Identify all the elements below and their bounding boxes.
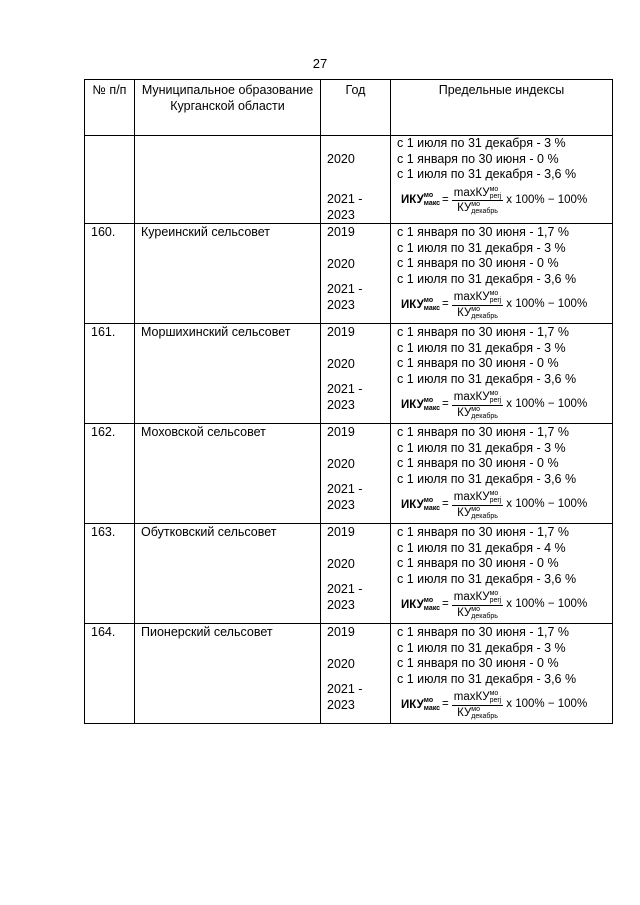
cell-name [135, 524, 321, 624]
formula-lhs-base: ИКУ [401, 398, 424, 411]
formula-den-sup: мо [471, 305, 480, 313]
index-line: с 1 июля по 31 декабря - 3 % [397, 640, 566, 655]
formula-lhs-sub: макс [423, 504, 441, 512]
year-range-start: 2021 - [327, 192, 363, 206]
formula-num-base: maxКУ [453, 591, 490, 604]
year-2019: 2019 [327, 525, 355, 539]
cell-year [321, 136, 391, 224]
formula-den-base: КУ [457, 202, 472, 215]
table-row-continuation [85, 136, 613, 224]
formula-lhs-sup: мо [423, 596, 434, 604]
formula-den-sub: декабрь [471, 712, 498, 720]
cell-year [321, 624, 391, 724]
header-year-text: Год [345, 83, 366, 97]
formula-denominator [457, 406, 498, 420]
formula-lhs-base: ИКУ [401, 298, 424, 311]
formula-den-sup: мо [471, 201, 480, 208]
index-line: с 1 января по 30 июня - 1,7 % [397, 425, 569, 439]
index-line: с 1 июля по 31 декабря - 3,6 % [397, 371, 577, 386]
year-2020: 2020 [327, 657, 355, 671]
municipality-name: Моховской сельсовет [141, 425, 266, 439]
index-line: с 1 января по 30 июня - 0 % [397, 256, 559, 270]
formula-den-sup: мо [471, 405, 480, 413]
cell-num [85, 224, 135, 324]
cell-num [85, 136, 135, 224]
formula-num-sup: мо [489, 185, 499, 193]
formula-den-sub: декабрь [471, 612, 498, 620]
year-range-start: 2021 - [327, 482, 363, 496]
index-line: с 1 января по 30 июня - 0 % [397, 356, 559, 370]
formula-lhs [401, 192, 440, 209]
formula-lhs-sup: мо [423, 496, 434, 504]
year-range-end: 2023 [327, 207, 355, 222]
formula-lhs [401, 397, 440, 414]
cell-num [85, 424, 135, 524]
formula-lhs-sub: макс [423, 604, 441, 612]
formula-lhs-sub: макс [423, 704, 441, 712]
cell-indices [391, 324, 613, 424]
indices-table [84, 79, 613, 724]
formula-den-sub: декабрь [471, 412, 498, 420]
year-2020: 2020 [327, 557, 355, 571]
index-line: с 1 января по 30 июня - 1,7 % [397, 325, 569, 339]
formula-lhs-base: ИКУ [401, 598, 424, 611]
formula-den-base: КУ [457, 606, 472, 619]
formula-fraction [452, 290, 504, 319]
formula-denominator [457, 606, 498, 620]
index-line: с 1 июля по 31 декабря - 3 % [397, 440, 566, 455]
formula-numerator [452, 590, 504, 605]
formula-eq: = [442, 193, 449, 206]
formula-tail: x 100% − 100% [506, 598, 588, 611]
table-row [85, 224, 613, 324]
year-range-start: 2021 - [327, 282, 363, 296]
formula-lhs-base: ИКУ [401, 194, 424, 207]
formula-num-sub: perj [489, 497, 502, 505]
formula-eq: = [442, 598, 449, 611]
cell-num [85, 624, 135, 724]
formula-num-base: maxКУ [453, 491, 490, 504]
formula-denominator [457, 706, 498, 720]
formula-lhs [401, 297, 440, 314]
row-number: 163. [91, 525, 116, 539]
index-formula [397, 587, 612, 623]
formula-fraction [452, 690, 504, 719]
formula-eq: = [442, 498, 449, 511]
index-formula [397, 387, 612, 423]
formula-tail: x 100% − 100% [506, 298, 588, 311]
cell-year [321, 324, 391, 424]
formula-lhs-sup: мо [423, 396, 434, 404]
formula-den-base: КУ [457, 406, 472, 419]
cell-indices [391, 224, 613, 324]
index-formula [397, 183, 612, 219]
formula-den-sup: мо [471, 705, 480, 713]
year-range-start: 2021 - [327, 582, 363, 596]
table-row [85, 324, 613, 424]
formula-denominator [457, 306, 498, 320]
formula-fraction [452, 490, 504, 519]
formula-num-base: maxКУ [453, 391, 490, 404]
header-num [85, 80, 135, 136]
index-line: с 1 июля по 31 декабря - 3 % [397, 340, 566, 355]
formula-num-sup: мо [489, 390, 499, 398]
formula-tail: x 100% − 100% [506, 698, 588, 711]
cell-num [85, 324, 135, 424]
formula-den-base: КУ [457, 506, 472, 519]
formula-num-sub: perj [489, 397, 502, 405]
formula-numerator [452, 490, 504, 505]
year-range-end: 2023 [327, 397, 355, 412]
formula-num-sub: perj [489, 297, 502, 305]
index-line: с 1 июля по 31 декабря - 3 % [397, 136, 566, 150]
index-formula [397, 287, 612, 323]
index-line: с 1 июля по 31 декабря - 3 % [397, 240, 566, 255]
formula-numerator [452, 690, 504, 705]
cell-indices [391, 624, 613, 724]
index-line: с 1 января по 30 июня - 0 % [397, 556, 559, 570]
index-line: с 1 января по 30 июня - 1,7 % [397, 525, 569, 539]
formula-fraction [452, 590, 504, 619]
formula-num-sub: perj [489, 697, 502, 705]
cell-name [135, 224, 321, 324]
index-line: с 1 января по 30 июня - 0 % [397, 456, 559, 470]
row-number: 162. [91, 425, 116, 439]
index-line: с 1 января по 30 июня - 1,7 % [397, 225, 569, 239]
index-formula [397, 687, 612, 723]
formula-denominator [457, 506, 498, 520]
header-municipality-text: Муниципальное образование Курганской области [141, 83, 314, 113]
header-municipality [135, 80, 321, 136]
year-2020: 2020 [327, 257, 355, 271]
index-line: с 1 июля по 31 декабря - 3,6 % [397, 571, 577, 586]
header-indices-text: Предельные индексы [438, 83, 565, 97]
year-2020: 2020 [327, 357, 355, 371]
formula-lhs [401, 497, 440, 514]
formula-num-base: maxКУ [453, 691, 490, 704]
index-line: с 1 июля по 31 декабря - 3,6 % [397, 167, 577, 181]
formula-eq: = [442, 398, 449, 411]
year-range-end: 2023 [327, 697, 355, 712]
row-number: 161. [91, 325, 116, 339]
formula-lhs-base: ИКУ [401, 498, 424, 511]
cell-indices [391, 136, 613, 224]
formula-num-sup: мо [489, 490, 499, 498]
formula-lhs-sup: мо [423, 296, 434, 304]
formula-num-sup: мо [489, 590, 499, 598]
table-row [85, 424, 613, 524]
formula-den-sup: мо [471, 505, 480, 513]
formula-lhs-sub: макс [423, 404, 441, 412]
formula-num-sub: perj [489, 192, 502, 200]
formula-lhs-sup: мо [423, 696, 434, 704]
row-number: 164. [91, 625, 116, 639]
cell-year [321, 224, 391, 324]
index-line: с 1 июля по 31 декабря - 3,6 % [397, 271, 577, 286]
formula-fraction [452, 186, 504, 215]
cell-indices [391, 524, 613, 624]
formula-tail: x 100% − 100% [506, 498, 588, 511]
year-2020: 2020 [327, 152, 355, 166]
formula-lhs-sub: макс [423, 304, 441, 312]
index-line: с 1 января по 30 июня - 1,7 % [397, 625, 569, 639]
formula-num-base: maxКУ [453, 187, 490, 199]
cell-num [85, 524, 135, 624]
formula-tail: x 100% − 100% [506, 398, 588, 411]
year-2019: 2019 [327, 425, 355, 439]
row-number: 160. [91, 225, 116, 239]
year-2019: 2019 [327, 625, 355, 639]
formula-lhs-sub: макс [423, 200, 441, 208]
year-2020: 2020 [327, 457, 355, 471]
formula-den-sub: декабрь [471, 312, 498, 320]
formula-num-sup: мо [489, 690, 499, 698]
cell-year [321, 424, 391, 524]
formula-lhs [401, 697, 440, 714]
year-range-start: 2021 - [327, 382, 363, 396]
formula-eq: = [442, 298, 449, 311]
municipality-name: Куреинский сельсовет [141, 225, 271, 239]
formula-den-sup: мо [471, 605, 480, 613]
table-header-row [85, 80, 613, 136]
header-num-text: № п/п [92, 83, 127, 97]
cell-year [321, 524, 391, 624]
year-2019: 2019 [327, 225, 355, 239]
formula-lhs [401, 597, 440, 614]
municipality-name: Пионерский сельсовет [141, 625, 273, 639]
index-line: с 1 июля по 31 декабря - 3,6 % [397, 471, 577, 486]
formula-num-base: maxКУ [453, 291, 490, 304]
table-row [85, 624, 613, 724]
year-range-end: 2023 [327, 597, 355, 612]
formula-numerator [452, 290, 504, 305]
cell-name [135, 424, 321, 524]
formula-eq: = [442, 698, 449, 711]
header-year [321, 80, 391, 136]
index-line: с 1 января по 30 июня - 0 % [397, 656, 559, 670]
formula-den-base: КУ [457, 706, 472, 719]
cell-name [135, 624, 321, 724]
cell-name [135, 324, 321, 424]
formula-numerator [452, 186, 504, 201]
formula-lhs-base: ИКУ [401, 698, 424, 711]
formula-numerator [452, 390, 504, 405]
cell-indices [391, 424, 613, 524]
municipality-name: Моршихинский сельсовет [141, 325, 291, 339]
formula-num-sub: perj [489, 597, 502, 605]
formula-den-sub: декабрь [471, 512, 498, 520]
formula-num-sup: мо [489, 290, 499, 298]
year-range-end: 2023 [327, 297, 355, 312]
table-row [85, 524, 613, 624]
municipality-name: Обутковский сельсовет [141, 525, 277, 539]
header-indices [391, 80, 613, 136]
formula-denominator [457, 201, 498, 215]
formula-lhs-sup: мо [423, 192, 434, 200]
index-line: с 1 июля по 31 декабря - 3,6 % [397, 671, 577, 686]
cell-name [135, 136, 321, 224]
index-line: с 1 июля по 31 декабря - 4 % [397, 540, 566, 555]
year-2019: 2019 [327, 325, 355, 339]
page-number: 27 [312, 56, 328, 71]
formula-den-base: КУ [457, 306, 472, 319]
year-range-end: 2023 [327, 497, 355, 512]
index-formula [397, 487, 612, 523]
formula-den-sub: декабрь [471, 208, 498, 215]
year-range-start: 2021 - [327, 682, 363, 696]
index-line: с 1 января по 30 июня - 0 % [397, 151, 559, 166]
formula-tail: x 100% − 100% [506, 193, 588, 206]
formula-fraction [452, 390, 504, 419]
